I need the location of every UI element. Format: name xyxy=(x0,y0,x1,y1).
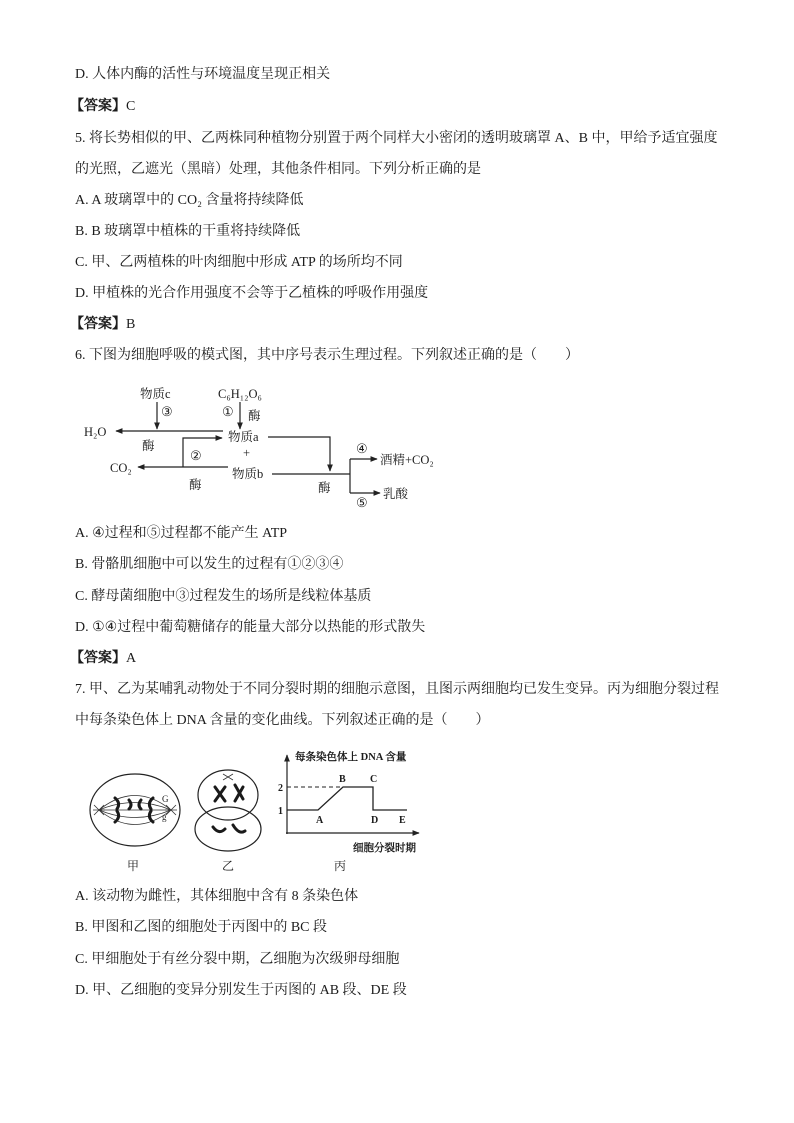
label-plus: + xyxy=(243,446,251,460)
gene-label-upper: G xyxy=(162,794,169,804)
caption-yi: 乙 xyxy=(222,859,235,873)
y-tick-label-1: 1 xyxy=(278,806,283,817)
answer-value: A xyxy=(126,651,137,666)
q5-option-b: B. B 玻璃罩中植株的干重将持续降低 xyxy=(75,224,301,239)
q5-stem-line-2: 的光照，乙遮光（黑暗）处理，其他条件相同。下列分析正确的是 xyxy=(75,162,481,177)
label-substance-b: 物质b xyxy=(232,467,264,481)
label-water: H₂O xyxy=(84,425,107,439)
q5-option-c: C. 甲、乙两植株的叶肉细胞中形成 ATP 的场所均不同 xyxy=(75,255,403,270)
label-substance-a: 物质a xyxy=(228,430,259,444)
q6-option-d: D. ①④过程中葡萄糖储存的能量大部分以热能的形式散失 xyxy=(75,620,426,635)
answer-label: 【答案】 xyxy=(70,317,126,332)
label-step-5: ⑤ xyxy=(356,495,368,510)
label-step-3: ③ xyxy=(161,404,173,419)
x-axis-title: 细胞分裂时期 xyxy=(353,843,416,854)
chromosome xyxy=(149,798,153,809)
answer-value: B xyxy=(126,317,136,332)
q7-option-b: B. 甲图和乙图的细胞处于丙图中的 BC 段 xyxy=(75,920,328,935)
q5-answer xyxy=(70,314,135,336)
answer-value: C xyxy=(126,99,136,114)
cell-yi-lower-lobe xyxy=(195,807,261,851)
q7-option-d: D. 甲、乙细胞的变异分别发生于丙图的 AB 段、DE 段 xyxy=(75,983,407,998)
point-label-D: D xyxy=(371,815,379,826)
label-enzyme: 酶 xyxy=(248,409,261,423)
arrow-process-2-loop xyxy=(183,438,222,467)
chromosome xyxy=(115,811,119,822)
label-lactic-acid: 乳酸 xyxy=(383,487,409,501)
centriole-top xyxy=(223,774,233,780)
q7-stem-line-1: 7. 甲、乙为某哺乳动物处于不同分裂时期的细胞示意图，且图示两细胞均已发生变异。丙为细胞分裂过程 xyxy=(75,682,719,697)
label-carbon-dioxide: CO₂ xyxy=(110,461,132,475)
q5-option-d: D. 甲植株的光合作用强度不会等于乙植株的呼吸作用强度 xyxy=(75,286,429,301)
q4-answer xyxy=(70,96,135,118)
dna-content-curve xyxy=(287,787,407,810)
q7-option-c: C. 甲细胞处于有丝分裂中期，乙细胞为次级卵母细胞 xyxy=(75,952,400,967)
y-tick-label-2: 2 xyxy=(278,783,283,794)
chromosome xyxy=(129,800,131,809)
chromosome xyxy=(139,800,141,809)
point-label-B: B xyxy=(339,774,346,785)
q6-stem: 6. 下图为细胞呼吸的模式图，其中序号表示生理过程。下列叙述正确的是（ ） xyxy=(75,348,579,363)
q6-answer xyxy=(70,648,136,670)
point-label-C: C xyxy=(370,774,378,785)
label-glucose: C₆H₁₂O₆ xyxy=(218,387,262,401)
chromosome xyxy=(149,811,153,822)
answer-label: 【答案】 xyxy=(70,99,126,114)
q6-option-a: A. ④过程和⑤过程都不能产生 ATP xyxy=(75,526,288,541)
arrow-substance-a-right-down xyxy=(268,437,330,471)
q7-option-a: A. 该动物为雌性，其体细胞中含有 8 条染色体 xyxy=(75,889,359,904)
point-label-A: A xyxy=(316,815,324,826)
cell-division-figure xyxy=(85,743,425,875)
label-step-1: ① xyxy=(222,404,234,419)
graph-marks xyxy=(278,774,407,826)
y-axis-title: 每条染色体上 DNA 含量 xyxy=(295,752,407,763)
label-step-2: ② xyxy=(190,448,202,463)
q4-option-d: D. 人体内酶的活性与环境温度呈现正相关 xyxy=(75,67,331,82)
chromosome xyxy=(213,827,225,832)
point-label-E: E xyxy=(399,815,406,826)
chromosome xyxy=(233,825,245,832)
label-enzyme: 酶 xyxy=(189,478,202,492)
q6-option-c: C. 酵母菌细胞中③过程发生的场所是线粒体基质 xyxy=(75,589,372,604)
dna-content-graph xyxy=(278,750,419,854)
chromosome xyxy=(115,798,119,809)
label-enzyme: 酶 xyxy=(318,481,331,495)
label-ethanol-co2: 酒精+CO₂ xyxy=(380,453,434,467)
caption-jia: 甲 xyxy=(127,859,140,873)
q6-option-b: B. 骨骼肌细胞中可以发生的过程有①②③④ xyxy=(75,557,344,572)
caption-bing: 丙 xyxy=(334,859,347,873)
label-substance-c: 物质c xyxy=(140,387,171,401)
q7-stem-line-2: 中每条染色体上 DNA 含量的变化曲线。下列叙述正确的是（ ） xyxy=(75,713,490,728)
q5-stem-line-1: 5. 将长势相似的甲、乙两株同种植物分别置于两个同样大小密闭的透明玻璃罩 A、B 中，甲给予适宜强度 xyxy=(75,131,718,146)
cell-jia-drawing xyxy=(90,774,180,846)
answer-label: 【答案】 xyxy=(70,651,126,666)
label-enzyme: 酶 xyxy=(142,439,155,453)
cell-respiration-diagram xyxy=(80,378,460,518)
gene-label-lower: g xyxy=(162,812,167,822)
q5-option-a: A. A 玻璃罩中的 CO₂ 含量将持续降低 xyxy=(75,193,304,208)
label-step-4: ④ xyxy=(356,441,368,456)
spindle-fibers xyxy=(99,796,171,825)
cell-yi-drawing xyxy=(195,770,261,851)
